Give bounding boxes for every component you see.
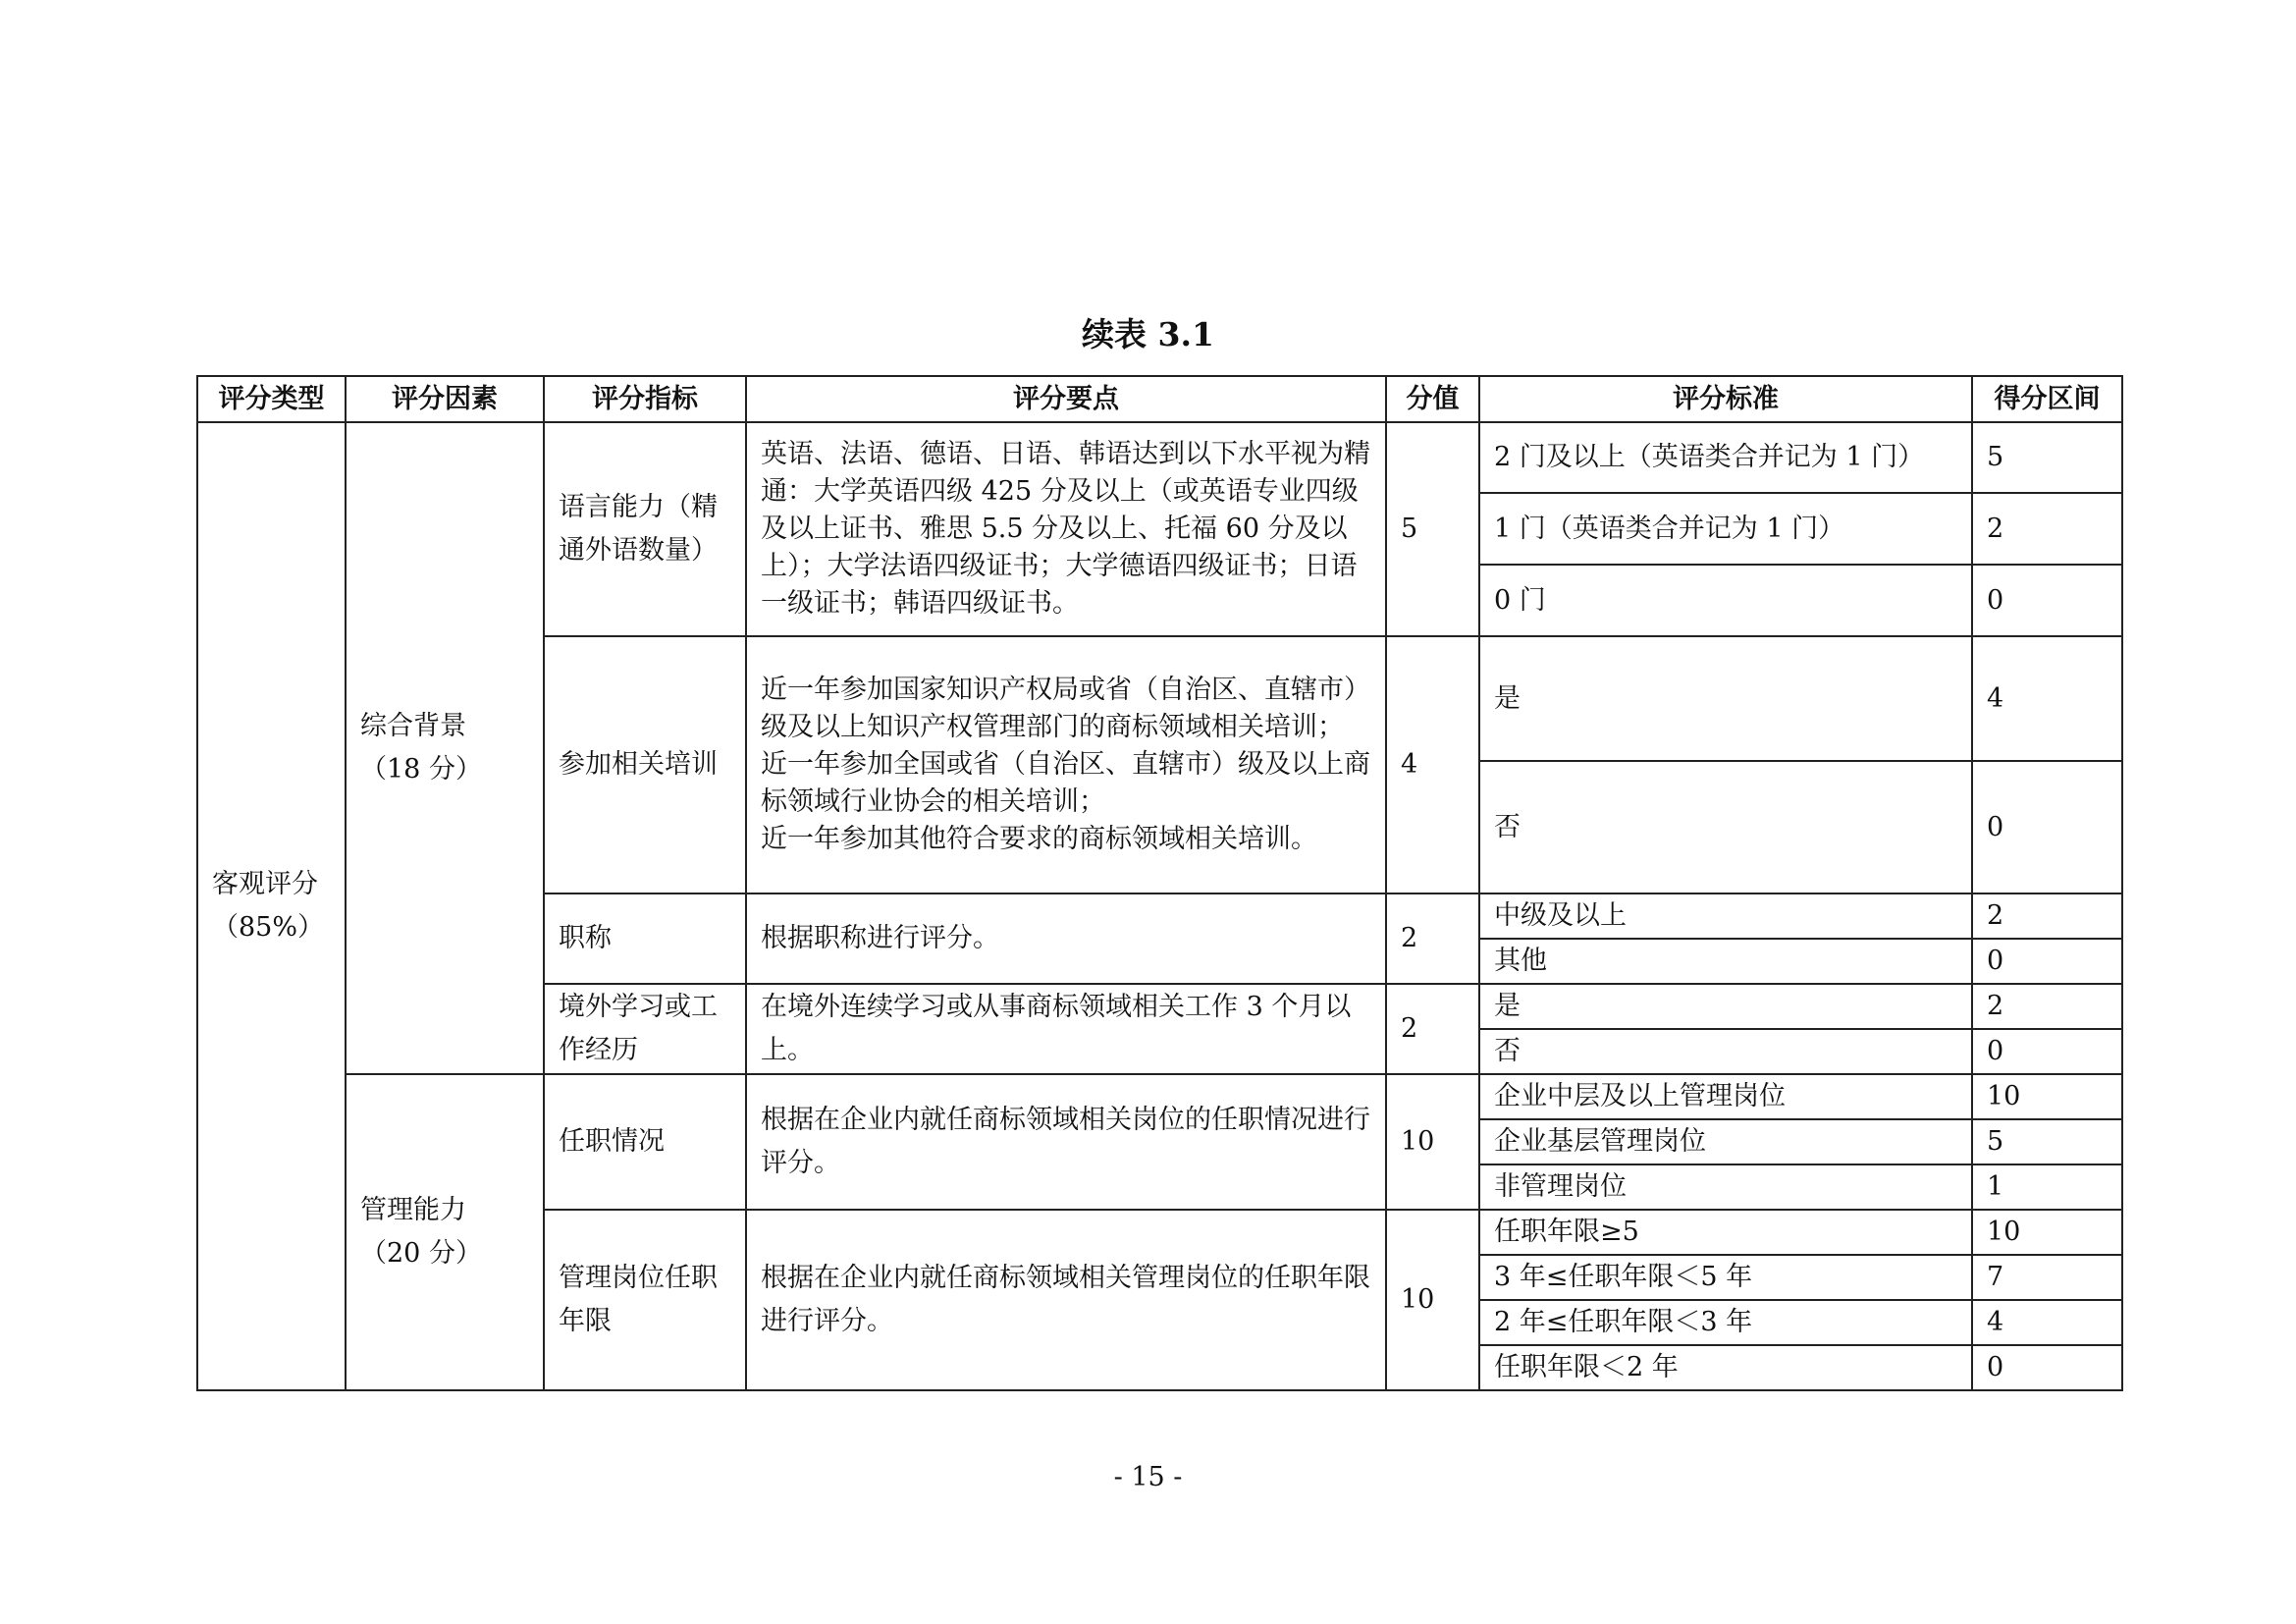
header-score-range: 得分区间 (1972, 376, 2122, 422)
indicator-cell: 语言能力（精通外语数量） (544, 422, 746, 636)
factor-name: 综合背景 (360, 711, 466, 741)
header-value: 分值 (1386, 376, 1479, 422)
score-cell: 0 (1972, 939, 2122, 984)
score-cell: 10 (1972, 1074, 2122, 1119)
standard-cell: 否 (1479, 761, 1972, 893)
score-cell: 7 (1972, 1255, 2122, 1300)
score-cell: 0 (1972, 761, 2122, 893)
standard-cell: 任职年限≥5 (1479, 1210, 1972, 1255)
key-point-line: 近一年参加其他符合要求的商标领域相关培训。 (761, 824, 1317, 854)
value-cell: 5 (1386, 422, 1479, 636)
standard-cell: 任职年限＜2 年 (1479, 1345, 1972, 1390)
indicator-cell: 任职情况 (544, 1074, 746, 1210)
scoring-type-cell (197, 422, 346, 1390)
value-cell: 10 (1386, 1210, 1479, 1390)
standard-cell: 中级及以上 (1479, 893, 1972, 939)
standard-cell: 是 (1479, 984, 1972, 1029)
key-points-cell: 根据在企业内就任商标领域相关岗位的任职情况进行评分。 (746, 1074, 1386, 1210)
standard-cell: 0 门 (1479, 565, 1972, 636)
key-points-cell: 根据职称进行评分。 (746, 893, 1386, 984)
table-title: 续表 3.1 (1082, 315, 1214, 353)
score-cell: 5 (1972, 1119, 2122, 1164)
indicator-cell: 参加相关培训 (544, 636, 746, 893)
page-number: - 15 - (1113, 1462, 1183, 1492)
header-key-points: 评分要点 (746, 376, 1386, 422)
standard-cell: 非管理岗位 (1479, 1164, 1972, 1210)
standard-cell: 2 门及以上（英语类合并记为 1 门） (1479, 422, 1972, 493)
value-cell: 10 (1386, 1074, 1479, 1210)
score-cell: 4 (1972, 636, 2122, 761)
key-points-cell: 英语、法语、德语、日语、韩语达到以下水平视为精通：大学英语四级 425 分及以上（或英语专业四级及以上证书、雅思 5.5 分及以上、托福 60 分及以上）；大学法语四级证书；大学德语四级证书；日语一级证书；韩语四级证书。 (746, 422, 1386, 636)
standard-cell: 企业中层及以上管理岗位 (1479, 1074, 1972, 1119)
factor-points: （18 分） (360, 754, 482, 785)
factor-name: 管理能力 (360, 1195, 466, 1225)
indicator-cell: 职称 (544, 893, 746, 984)
table-row (197, 1074, 2122, 1119)
header-standard: 评分标准 (1479, 376, 1972, 422)
value-cell: 2 (1386, 984, 1479, 1074)
header-type: 评分类型 (197, 376, 346, 422)
score-cell: 0 (1972, 1029, 2122, 1074)
standard-cell: 1 门（英语类合并记为 1 门） (1479, 493, 1972, 565)
score-cell: 2 (1972, 984, 2122, 1029)
value-cell: 4 (1386, 636, 1479, 893)
key-points-cell: 根据在企业内就任商标领域相关管理岗位的任职年限进行评分。 (746, 1210, 1386, 1390)
standard-cell: 其他 (1479, 939, 1972, 984)
value-cell: 2 (1386, 893, 1479, 984)
score-cell: 5 (1972, 422, 2122, 493)
score-cell: 4 (1972, 1300, 2122, 1345)
header-factor: 评分因素 (346, 376, 544, 422)
table-row (197, 422, 2122, 493)
standard-cell: 企业基层管理岗位 (1479, 1119, 1972, 1164)
standard-cell: 否 (1479, 1029, 1972, 1074)
standard-cell: 2 年≤任职年限＜3 年 (1479, 1300, 1972, 1345)
scoring-type-name: 客观评分 (212, 869, 318, 899)
indicator-cell: 管理岗位任职年限 (544, 1210, 746, 1390)
scoring-table (196, 375, 2123, 1391)
standard-cell: 3 年≤任职年限＜5 年 (1479, 1255, 1972, 1300)
score-cell: 1 (1972, 1164, 2122, 1210)
score-cell: 2 (1972, 493, 2122, 565)
header-row (197, 376, 2122, 422)
scoring-type-weight: （85%） (212, 912, 325, 943)
factor-points: （20 分） (360, 1238, 482, 1269)
key-points-cell: 在境外连续学习或从事商标领域相关工作 3 个月以上。 (746, 984, 1386, 1074)
score-cell: 10 (1972, 1210, 2122, 1255)
score-cell: 0 (1972, 565, 2122, 636)
standard-cell: 是 (1479, 636, 1972, 761)
key-point-line: 近一年参加国家知识产权局或省（自治区、直辖市）级及以上知识产权管理部门的商标领域相关培训； (761, 675, 1370, 742)
factor-cell-management (346, 1074, 544, 1390)
score-cell: 2 (1972, 893, 2122, 939)
key-point-line: 近一年参加全国或省（自治区、直辖市）级及以上商标领域行业协会的相关培训； (761, 749, 1370, 817)
header-indicator: 评分指标 (544, 376, 746, 422)
indicator-cell: 境外学习或工作经历 (544, 984, 746, 1074)
score-cell: 0 (1972, 1345, 2122, 1390)
factor-cell-background (346, 422, 544, 1074)
key-points-cell (746, 636, 1386, 893)
